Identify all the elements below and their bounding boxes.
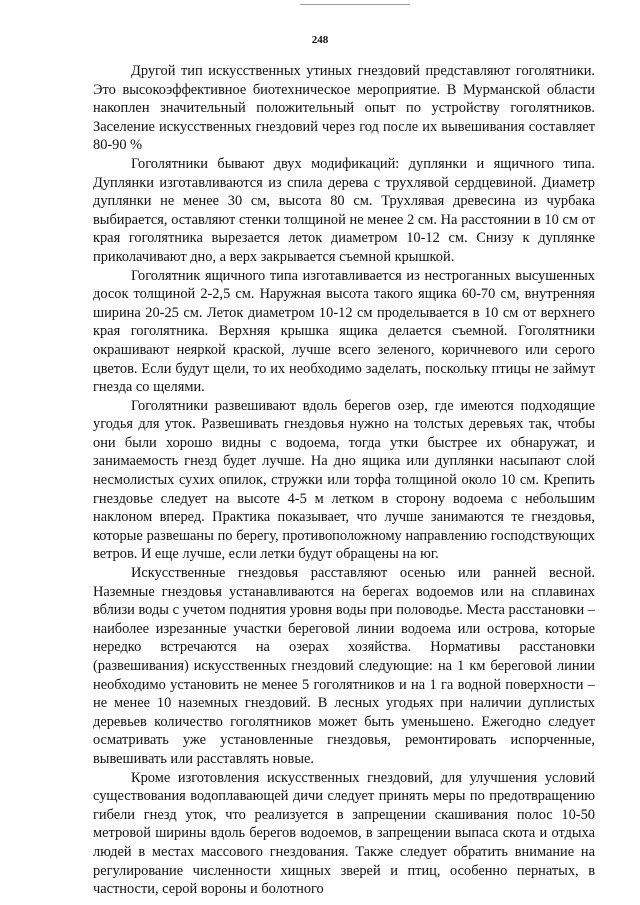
- paragraph-4: Гоголятники развешивают вдоль берегов озер, где имеются подходящие угодья для уток. Развешивать гнездовья нужно на толстых деревьях так, чтобы они были хорошо видны с водоема, тогда утки быстрее их обнаружат, и занимаемость гнезд будет лучше. На дно ящика или дуплянки насыпают слой несмолистых сухих опилок, стружки или торфа толщиной около 10 см. Крепить гнездовье следует на высоте 4-5 м летком в сторону водоема с небольшим наклоном вперед. Практика показывает, что лучше занимаются те гнездовья, которые развешаны по берегу, противоположному направлению господствующих ветров. И еще лучше, если летки будут обращены на юг.: [93, 397, 595, 563]
- paragraph-1: Другой тип искусственных утиных гнездовий представляют гоголятники. Это высокоэффективное биотехническое мероприятие. В Мурманской области накоплен значительный положительный опыт по устройству гоголятников. Заселение искусственных гнездовий через год после их вывешивания составляет 80-90 %: [93, 63, 595, 154]
- page-number: 248: [311, 34, 329, 46]
- paragraph-3: Гоголятник ящичного типа изготавливается из нестроганных высушенных досок толщиной 2-2,5 см. Наружная высота такого ящика 60-70 см, внутренняя ширина 20-25 см. Леток диаметром 10-12 см проделывается в 10 см от верхнего края гоголятника. Верхняя крышка ящика делается съемной. Гоголятники окрашивают неяркой краской, лучше всего зеленого, коричневого или серого цветов. Если будут щели, то их необходимо заделать, поскольку птицы не займут гнезда со щелями.: [93, 267, 595, 396]
- paragraph-2: Гоголятники бывают двух модификаций: дуплянки и ящичного типа. Дуплянки изготавливаются из спила дерева с трухлявой сердцевиной. Диаметр дуплянки не менее 30 см, высота 80 см. Трухлявая древесина из чурбака выбирается, оставляют стенки толщиной не менее 2 см. На расстоянии в 10 см от края гоголятника вырезается леток диаметром 10-12 см. Снизу к дуплянке приколачивают дно, а верх закрывается съемной крышкой.: [93, 155, 595, 265]
- paragraph-6: Кроме изготовления искусственных гнездовий, для улучшения условий существования водоплавающей дичи следует принять меры по предотвращению гибели гнезд уток, что реализуется в запрещении скашивания полос 10-50 метровой ширины вдоль берегов водоемов, в запрещении выпаса скота и отдыха людей в местах массового гнездования. Также следует обратить внимание на регулирование численности хищных зверей и птиц, особенно пернатых, в частности, серой вороны и болотного: [93, 769, 595, 898]
- paragraph-5: Искусственные гнездовья расставляют осенью или ранней весной. Наземные гнездовья устанавливаются на берегах водоемов или на сплавинах вблизи воды с учетом поднятия уровня воды при половодье. Места расстановки – наиболее изрезанные участки береговой линии водоема или острова, которые нередко встречаются на озерах хозяйства. Нормативы расстановки (развешивания) искусственных гнездовий следующие: на 1 км береговой линии необходимо установить не менее 5 гоголятников и на 1 га водной поверхности – не менее 10 наземных гнездовий. В лесных угодьях при наличии дуплистых деревьев количество гоголятников может быть уменьшено. Ежегодно следует осматривать уже установленные гнездовья, ремонтировать испорченные, вывешивать или расставлять новые.: [93, 565, 595, 767]
- top-rule: [300, 4, 410, 5]
- document-body: [93, 62, 595, 899]
